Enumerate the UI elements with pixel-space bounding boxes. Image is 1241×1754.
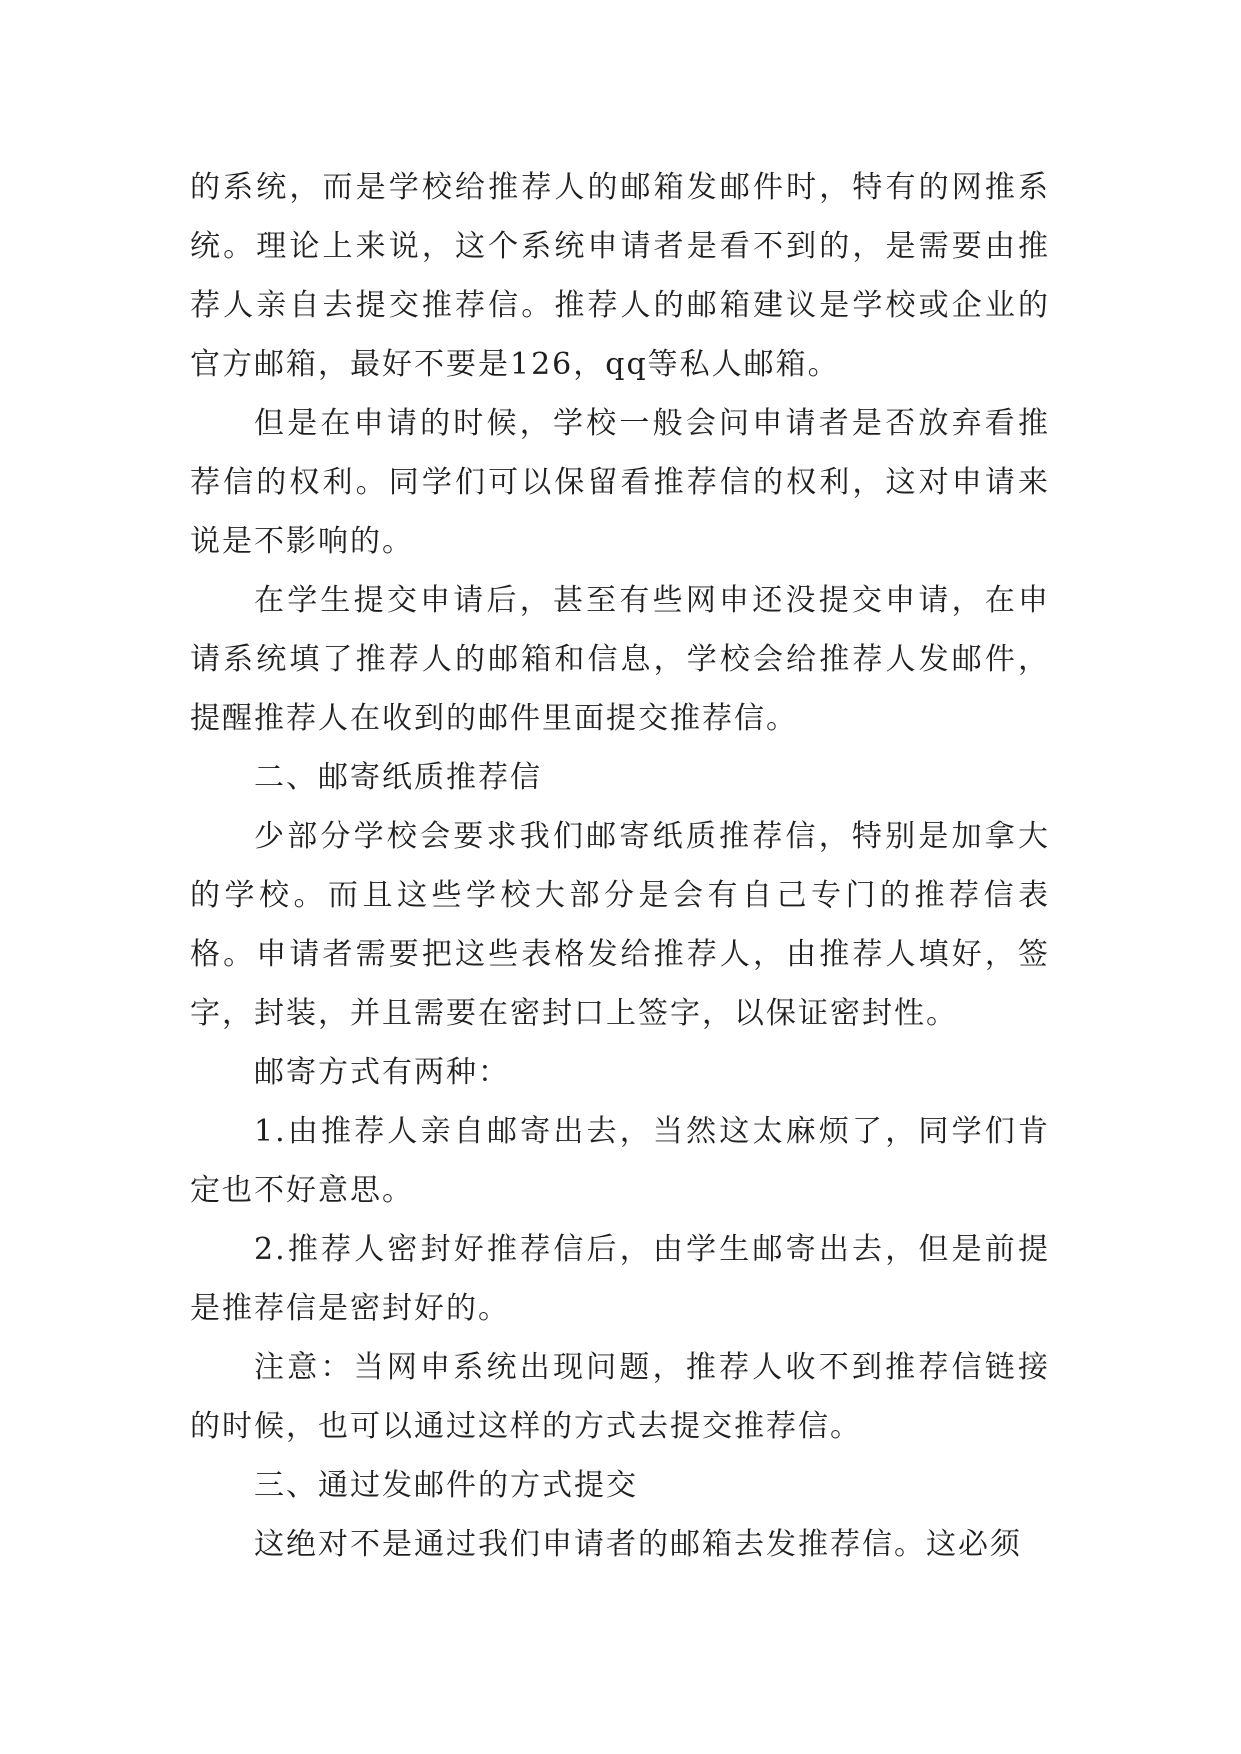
paragraph: 但是在申请的时候，学校一般会问申请者是否放弃看推荐信的权利。同学们可以保留看推荐信的权利，这对申请来说是不影响的。 (190, 406, 1050, 559)
document-body (190, 158, 1050, 1574)
section-heading: 二、邮寄纸质推荐信 (254, 760, 542, 795)
paragraph: 这绝对不是通过我们申请者的邮箱去发推荐信。这必须 (254, 1527, 1022, 1562)
list-item: 2.推荐人密封好推荐信后，由学生邮寄出去，但是前提是推荐信是密封好的。 (190, 1232, 1050, 1326)
section-heading: 三、通过发邮件的方式提交 (254, 1468, 638, 1503)
paragraph: 少部分学校会要求我们邮寄纸质推荐信，特别是加拿大的学校。而且这些学校大部分是会有自己专门的推荐信表格。申请者需要把这些表格发给推荐人，由推荐人填好，签字，封装，并且需要在密封口上签字，以保证密封性。 (190, 819, 1050, 1031)
paragraph: 邮寄方式有两种： (254, 1055, 510, 1090)
paragraph: 在学生提交申请后，甚至有些网申还没提交申请，在申请系统填了推荐人的邮箱和信息，学校会给推荐人发邮件，提醒推荐人在收到的邮件里面提交推荐信。 (190, 583, 1050, 736)
list-item: 1.由推荐人亲自邮寄出去，当然这太麻烦了，同学们肯定也不好意思。 (190, 1114, 1050, 1208)
note-paragraph: 注意：当网申系统出现问题，推荐人收不到推荐信链接的时候，也可以通过这样的方式去提交推荐信。 (190, 1350, 1050, 1444)
paragraph-continuation: 的系统，而是学校给推荐人的邮箱发邮件时，特有的网推系统。理论上来说，这个系统申请者是看不到的，是需要由推荐人亲自去提交推荐信。推荐人的邮箱建议是学校或企业的官方邮箱，最好不要是126，qq等私人邮箱。 (190, 170, 1050, 382)
